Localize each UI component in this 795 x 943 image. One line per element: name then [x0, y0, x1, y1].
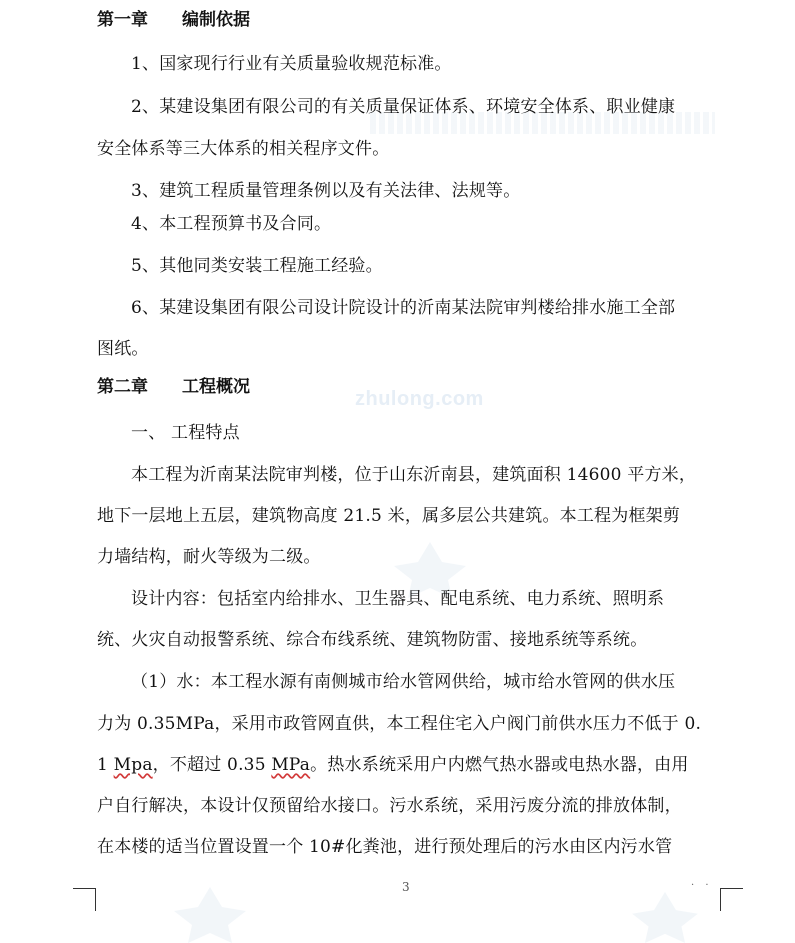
overview-line-2: 地下一层地上五层，建筑物高度 21.5 米，属多层公共建筑。本工程为框架剪 — [97, 506, 681, 526]
chapter2-title: 工程概况 — [182, 377, 250, 397]
watermark-text: zhulong.com — [355, 388, 484, 410]
spellcheck-mark: MPa — [271, 755, 311, 775]
water-line-2: 力为 0.35MPa，采用市政管网直供，本工程住宅入户阀门前供水压力不低于 0. — [97, 714, 702, 734]
chapter1-item-2: 2、某建设集团有限公司的有关质量保证体系、环境安全体系、职业健康 — [131, 97, 676, 117]
chapter1-item-2-cont: 安全体系等三大体系的相关程序文件。 — [97, 139, 390, 159]
design-line-1: 设计内容：包括室内给排水、卫生器具、配电系统、电力系统、照明系 — [131, 589, 665, 609]
chapter1-item-3: 3、建筑工程质量管理条例以及有关法律、法规等。 — [131, 181, 521, 201]
water-line-3: 1 Mpa，不超过 0.35 MPa。热水系统采用户内燃气热水器或电热水器，由用 — [97, 755, 689, 775]
crop-mark-left — [73, 888, 96, 911]
chapter1-item-6-cont: 图纸。 — [97, 339, 149, 359]
overview-line-3: 力墙结构，耐火等级为二级。 — [97, 547, 321, 567]
chapter1-heading — [97, 9, 250, 31]
section1-heading: 一、 工程特点 — [131, 423, 240, 443]
chapter2-heading — [97, 376, 250, 398]
crop-mark-right — [720, 888, 743, 911]
chapter1-title: 编制依据 — [182, 10, 250, 30]
water-line-4: 户自行解决，本设计仅预留给水接口。污水系统，采用污废分流的排放体制， — [97, 796, 682, 816]
design-line-2: 统、火灾自动报警系统、综合布线系统、建筑物防雷、接地系统等系统。 — [97, 630, 648, 650]
water-line-1: （1）水：本工程水源有南侧城市给水管网供给，城市给水管网的供水压 — [131, 672, 676, 692]
spellcheck-mark: Mpa — [113, 755, 153, 775]
chapter2-number: 第二章 — [97, 377, 148, 397]
water-line-5: 在本楼的适当位置设置一个 10#化粪池，进行预处理后的污水由区内污水管 — [97, 837, 673, 857]
overview-line-1: 本工程为沂南某法院审判楼，位于山东沂南县，建筑面积 14600 平方米， — [131, 465, 697, 485]
chapter1-item-5: 5、其他同类安装工程施工经验。 — [131, 256, 383, 276]
page-number: 3 — [402, 880, 410, 894]
watermark-logo-icon — [625, 890, 705, 943]
footer-dots: · · — [691, 880, 713, 891]
watermark-logo-icon — [170, 885, 250, 943]
chapter1-number: 第一章 — [97, 10, 148, 30]
chapter1-item-4: 4、本工程预算书及合同。 — [131, 214, 332, 234]
chapter1-item-6: 6、某建设集团有限公司设计院设计的沂南某法院审判楼给排水施工全部 — [131, 298, 676, 318]
chapter1-item-1: 1、国家现行行业有关质量验收规范标准。 — [131, 54, 452, 74]
